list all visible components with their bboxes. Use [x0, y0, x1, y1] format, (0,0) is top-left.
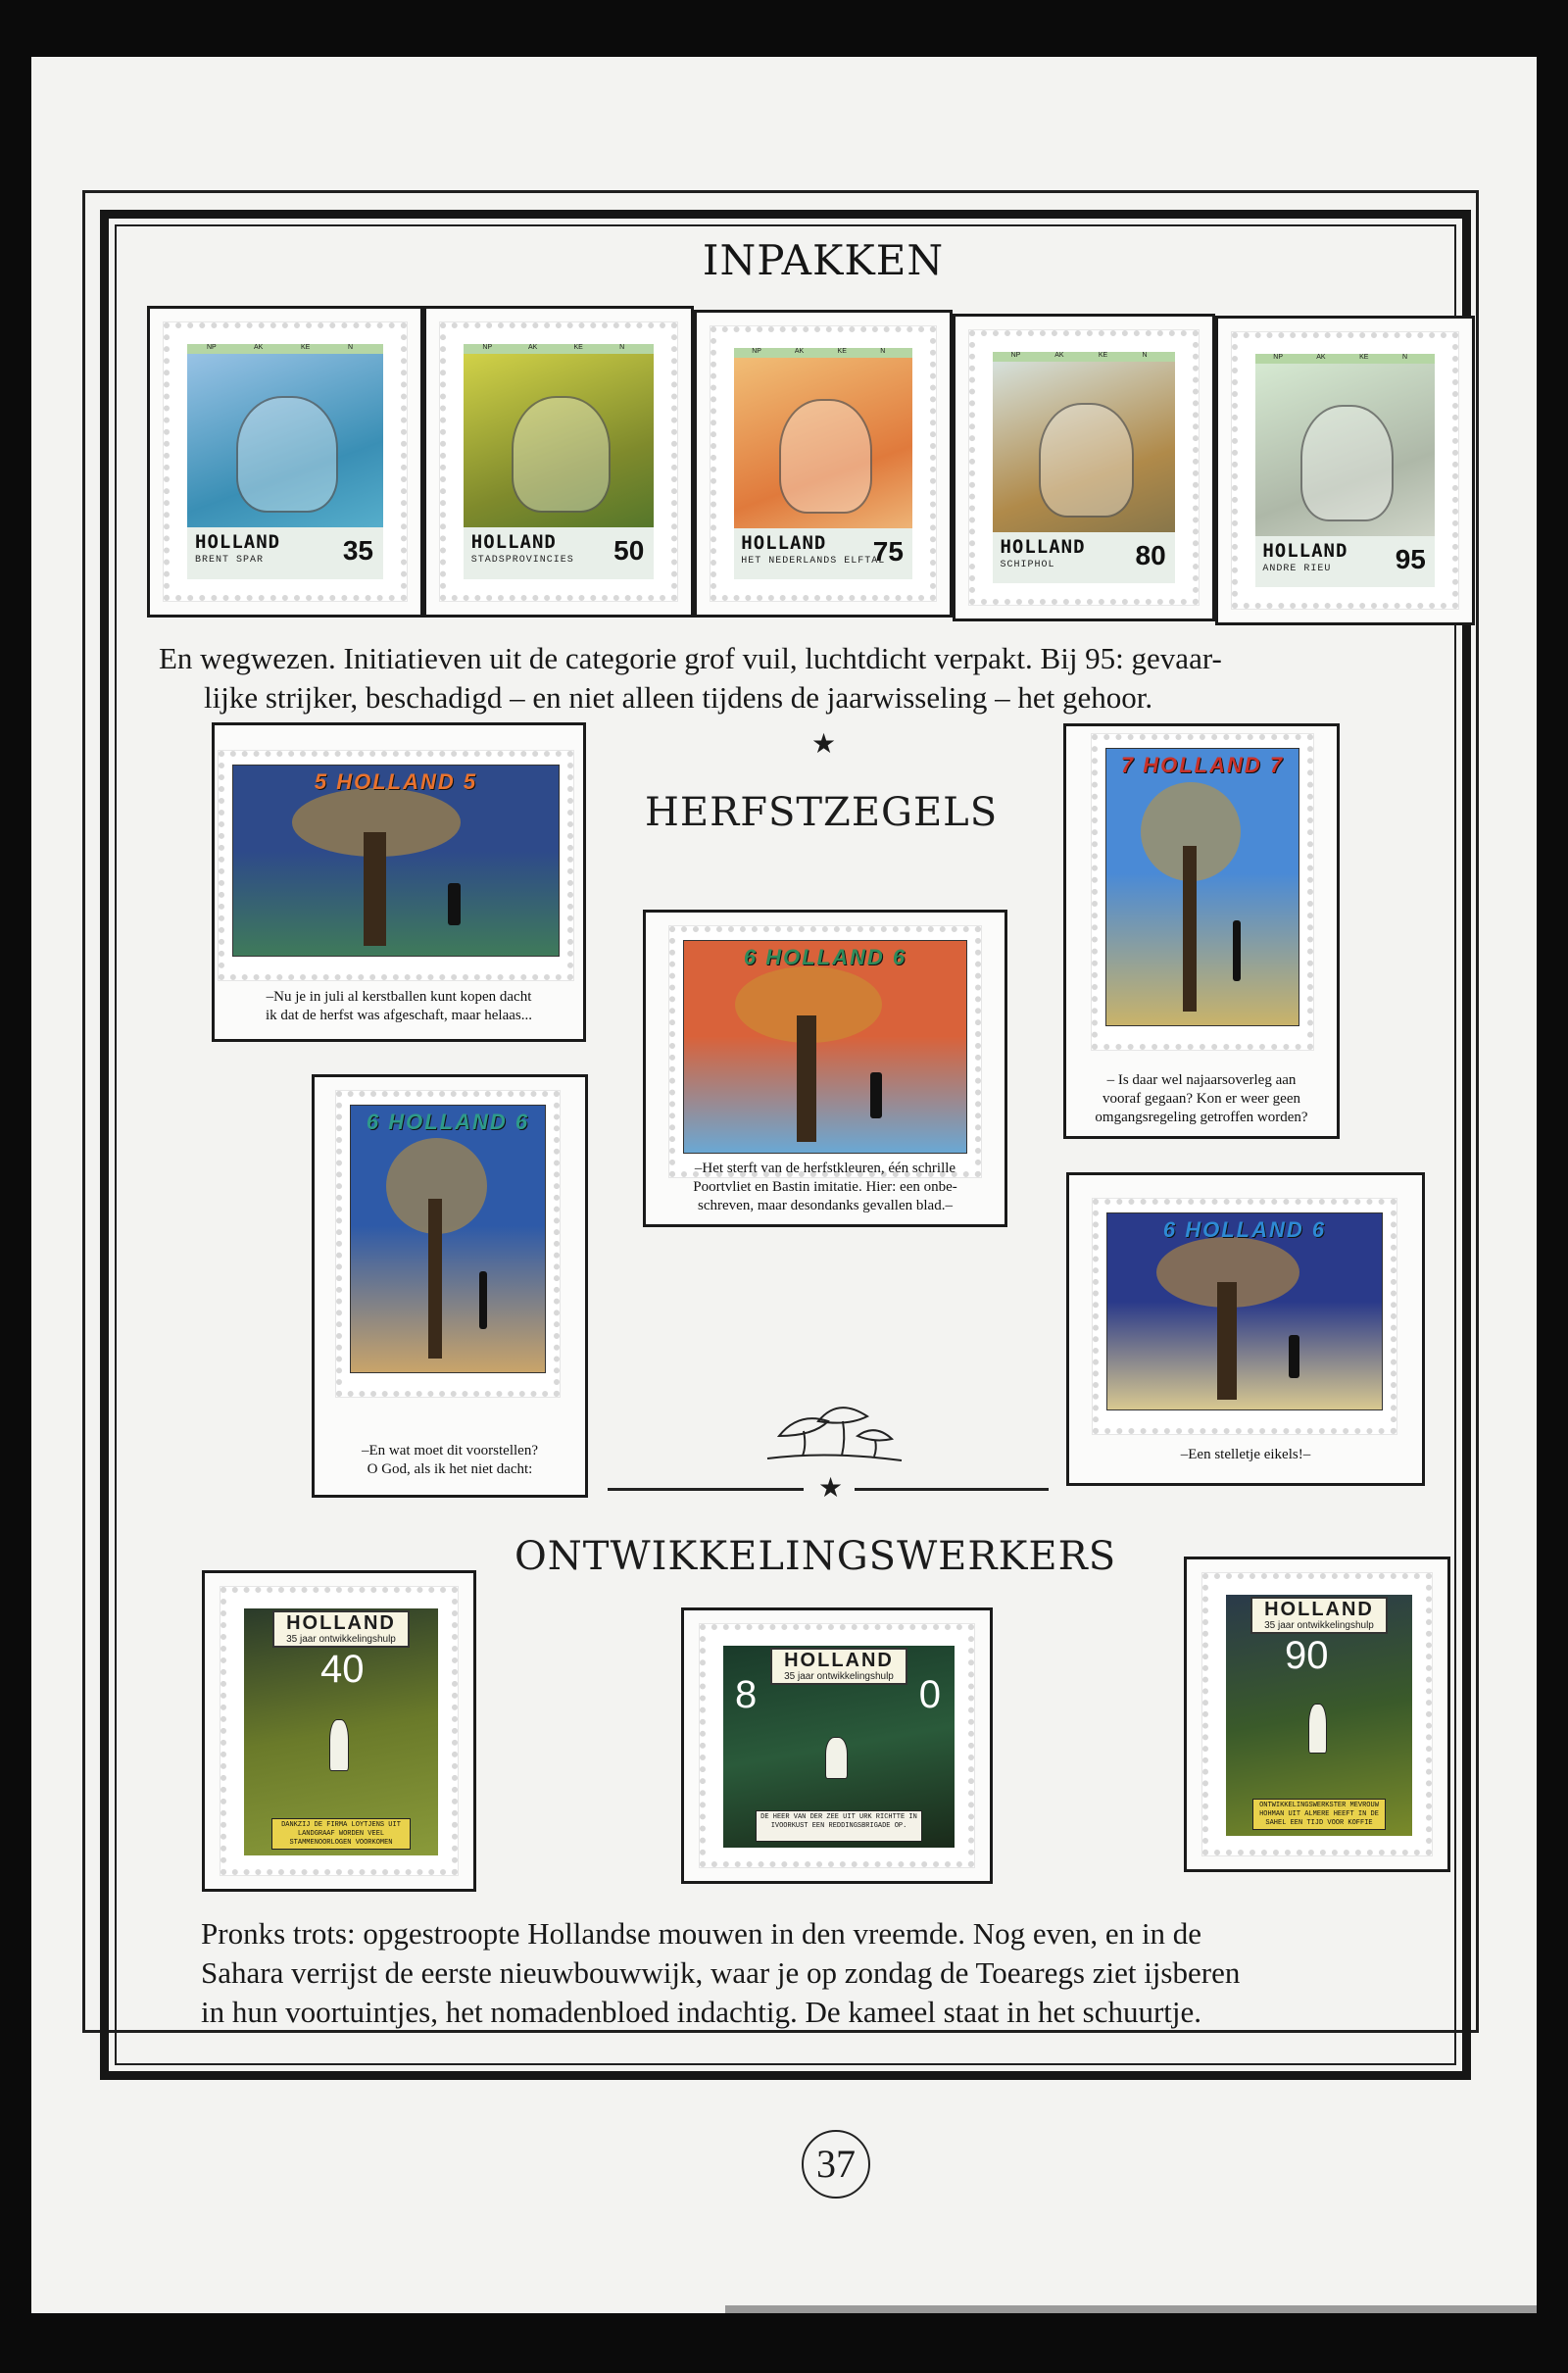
holland-label-box — [1250, 1597, 1388, 1634]
stamp-label-strip — [993, 532, 1175, 583]
stamp-subject: ANDRE RIEU — [1262, 563, 1332, 574]
tree-trunk — [364, 832, 386, 946]
inpakken-stamp — [969, 330, 1199, 605]
stamp-value: 90 — [1285, 1634, 1329, 1677]
stamp-subtitle: 35 jaar ontwikkelingshulp — [784, 1671, 894, 1682]
stamp-subject: SCHIPHOL — [1000, 560, 1055, 571]
stamp-country: HOLLAND — [195, 531, 281, 554]
stamp-caption-line: –En wat moet dit voorstellen? — [362, 1443, 538, 1458]
stamp-subject-shape — [1300, 405, 1395, 520]
ontwikkeling-text-line1: Pronks trots: opgestroopte Hollandse mouwen in den vreemde. Nog even, en in de — [201, 1916, 1202, 1951]
herfst-stamp-box — [1066, 1172, 1425, 1486]
stamp-grid-band — [734, 348, 912, 358]
tree-trunk — [1217, 1282, 1237, 1400]
stamp-subject-shape — [512, 396, 611, 513]
section-title-inpakken: INPAKKEN — [686, 235, 960, 286]
herfst-stamp-box — [212, 722, 586, 1042]
stamp-label-strip — [187, 527, 383, 579]
stamp-value-right: 0 — [918, 1673, 941, 1716]
stamp-grid-band — [187, 344, 383, 354]
divider-star-icon: ★ — [818, 1471, 844, 1504]
grid-label: KE — [837, 348, 847, 355]
page-number-circle — [802, 2130, 870, 2199]
stamp-artwork — [244, 1608, 438, 1855]
stamp-artwork — [232, 765, 560, 957]
grid-label: AK — [1054, 352, 1064, 359]
stamp-label-strip — [464, 527, 654, 579]
tree-trunk — [428, 1199, 442, 1359]
section-title-ontwikkelingswerkers: ONTWIKKELINGSWERKERS — [514, 1534, 1117, 1579]
section-title-herfstzegels: HERFSTZEGELS — [645, 790, 999, 835]
tree-trunk — [797, 1015, 816, 1143]
stamp-label-strip — [734, 528, 912, 579]
figure-with-umbrella — [870, 1072, 882, 1119]
stamp-value: 50 — [613, 535, 645, 567]
inpakken-stamp-box — [694, 310, 953, 618]
stamp-value: 80 — [1135, 540, 1166, 571]
stamp-subject: STADSPROVINCIES — [470, 555, 574, 567]
tree-trunk — [1183, 846, 1197, 1012]
figure-with-umbrella — [448, 883, 461, 925]
figure-with-umbrella — [1233, 920, 1241, 981]
stamp-artwork — [350, 1105, 546, 1373]
grid-label: N — [880, 348, 886, 355]
page-bottom-edge — [725, 2305, 1537, 2313]
stamp-note: ONTWIKKELINGSWERKSTER MEVROUW HOHMAN UIT ALMERE HEEFT IN DE SAHEL EEN TIJD VOOR KOFFIE — [1252, 1799, 1387, 1830]
stamp-holland-logo: 5 HOLLAND 5 — [314, 769, 478, 794]
grid-label: N — [1402, 354, 1408, 361]
stamp-caption-line: –Nu je in juli al kerstballen kunt kopen dacht — [266, 989, 532, 1005]
worker-figure — [329, 1719, 349, 1770]
grid-label: NP — [1010, 352, 1021, 359]
stamp-caption-line: –Een stelletje eikels!– — [1180, 1447, 1311, 1462]
grid-label: N — [348, 344, 354, 351]
stamp-country: HOLLAND — [784, 1650, 894, 1671]
inpakken-stamp-box — [423, 306, 694, 618]
stamp-artwork — [1255, 354, 1435, 587]
grid-label: KE — [1359, 354, 1369, 361]
stamp-country: HOLLAND — [286, 1612, 396, 1634]
herfst-stamp-box — [312, 1074, 588, 1498]
stamp-caption-line: Poortvliet en Bastin imitatie. Hier: een onbe- — [693, 1179, 957, 1195]
stamp-artwork — [683, 940, 967, 1154]
stamp-artwork — [734, 348, 912, 579]
ontwikkeling-text-line2: Sahara verrijst de eerste nieuwbouwwijk, waar je op zondag de Toearegs ziet ijsberen — [201, 1955, 1241, 1990]
ontwikkeling-stamp-box — [202, 1570, 476, 1892]
grid-label: AK — [1316, 354, 1326, 361]
stamp-country: HOLLAND — [1264, 1599, 1374, 1620]
stamp-caption-line: schreven, maar desondanks gevallen blad.– — [698, 1198, 953, 1213]
ontwikkeling-text-line3: in hun voortuintjes, het nomadenbloed indachtig. De kameel staat in het schuurtje. — [201, 1995, 1202, 2029]
stamp-artwork — [723, 1646, 955, 1848]
stamp-value: 95 — [1395, 543, 1426, 574]
stamp-grid-band — [993, 352, 1175, 362]
mushroom-icon — [760, 1392, 906, 1470]
stamp-artwork — [464, 344, 654, 579]
grid-label: AK — [527, 344, 538, 351]
ontwikkeling-stamp-box — [1184, 1557, 1450, 1872]
stamp-subtitle: 35 jaar ontwikkelingshulp — [1264, 1620, 1374, 1631]
stamp-country: HOLLAND — [741, 532, 827, 555]
figure-with-umbrella — [479, 1271, 487, 1330]
stamp-value: 40 — [320, 1648, 365, 1691]
stamp-caption-line: –Het sterft van de herfstkleuren, één schrille — [694, 1161, 956, 1176]
stamp-subject-shape — [1039, 403, 1134, 518]
stamp-value: 35 — [342, 535, 373, 567]
grid-label: AK — [254, 344, 264, 351]
inpakken-stamp — [164, 322, 407, 601]
worker-figure — [1308, 1704, 1327, 1754]
grid-label: KE — [301, 344, 311, 351]
stamp-country: HOLLAND — [1262, 539, 1348, 562]
inpakken-text-line2: lijke strijker, beschadigd – en niet alleen tijdens de jaarwisseling – het gehoor. — [204, 680, 1153, 715]
grid-label: AK — [794, 348, 805, 355]
stamp-holland-logo: 6 HOLLAND 6 — [1162, 1217, 1327, 1242]
stamp-grid-band — [464, 344, 654, 354]
inpakken-text-line1: En wegwezen. Initiatieven uit de categorie grof vuil, luchtdicht verpakt. Bij 95: gevaar- — [159, 641, 1222, 675]
stamp-artwork — [1105, 748, 1299, 1026]
grid-label: NP — [1273, 354, 1284, 361]
stamp-caption-line: omgangsregeling getroffen worden? — [1095, 1110, 1308, 1125]
stamp-subject: BRENT SPAR — [195, 555, 265, 567]
stamp-subject-shape — [236, 396, 338, 513]
stamp-value: 75 — [872, 536, 904, 568]
stamp-label-strip — [1255, 536, 1435, 587]
stamp-artwork — [187, 344, 383, 579]
grid-label: KE — [1098, 352, 1108, 359]
herfst-stamp-box — [1063, 723, 1340, 1139]
grid-label: KE — [573, 344, 583, 351]
ontwikkeling-stamp-box — [681, 1607, 993, 1884]
grid-label: NP — [207, 344, 217, 351]
stamp-subject-shape — [779, 399, 872, 514]
stamp-note: DE HEER VAN DER ZEE UIT URK RICHTTE IN IVOORKUST EEN REDDINGSBRIGADE OP. — [756, 1810, 922, 1842]
stamp-value-left: 8 — [735, 1673, 758, 1716]
stamp-artwork — [993, 352, 1175, 583]
grid-label: NP — [482, 344, 493, 351]
stamp-artwork — [1106, 1212, 1383, 1410]
stamp-country: HOLLAND — [1000, 536, 1086, 559]
stamp-caption-line: O God, als ik het niet dacht: — [367, 1461, 533, 1477]
stamp-country: HOLLAND — [470, 531, 557, 554]
inpakken-stamp-box — [953, 314, 1215, 621]
stamp-artwork — [1226, 1595, 1412, 1836]
stamp-subtitle: 35 jaar ontwikkelingshulp — [286, 1634, 396, 1645]
stamp-holland-logo: 6 HOLLAND 6 — [366, 1110, 530, 1134]
stamp-caption-line: vooraf gegaan? Kon er weer geen — [1102, 1091, 1300, 1107]
grid-label: N — [1142, 352, 1148, 359]
stamp-holland-logo: 7 HOLLAND 7 — [1120, 753, 1285, 777]
figure-with-umbrella — [1289, 1335, 1299, 1378]
star-icon: ★ — [811, 727, 837, 760]
stamp-note: DANKZIJ DE FIRMA LOYTJENS UIT LANDGRAAF WORDEN VEEL STAMMENOORLOGEN VOORKOMEN — [271, 1818, 412, 1850]
divider-left — [608, 1488, 804, 1491]
holland-label-box — [770, 1648, 907, 1685]
page-number: 37 — [816, 2142, 856, 2186]
inpakken-stamp — [710, 326, 936, 601]
inpakken-stamp — [440, 322, 677, 601]
grid-label: NP — [752, 348, 761, 355]
inpakken-stamp — [1232, 332, 1458, 609]
grid-label: N — [619, 344, 625, 351]
inpakken-stamp-box — [147, 306, 423, 618]
stamp-caption-line: – Is daar wel najaarsoverleg aan — [1106, 1072, 1297, 1088]
worker-figure — [825, 1737, 848, 1779]
stamp-holland-logo: 6 HOLLAND 6 — [743, 945, 907, 969]
herfst-stamp-box — [643, 910, 1007, 1227]
stamp-subject: HET NEDERLANDS ELFTAL — [741, 556, 886, 568]
stamp-caption-line: ik dat de herfst was afgeschaft, maar helaas... — [266, 1008, 532, 1023]
stamp-grid-band — [1255, 354, 1435, 364]
inpakken-stamp-box — [1215, 316, 1475, 625]
divider-right — [855, 1488, 1049, 1491]
holland-label-box — [272, 1610, 410, 1648]
